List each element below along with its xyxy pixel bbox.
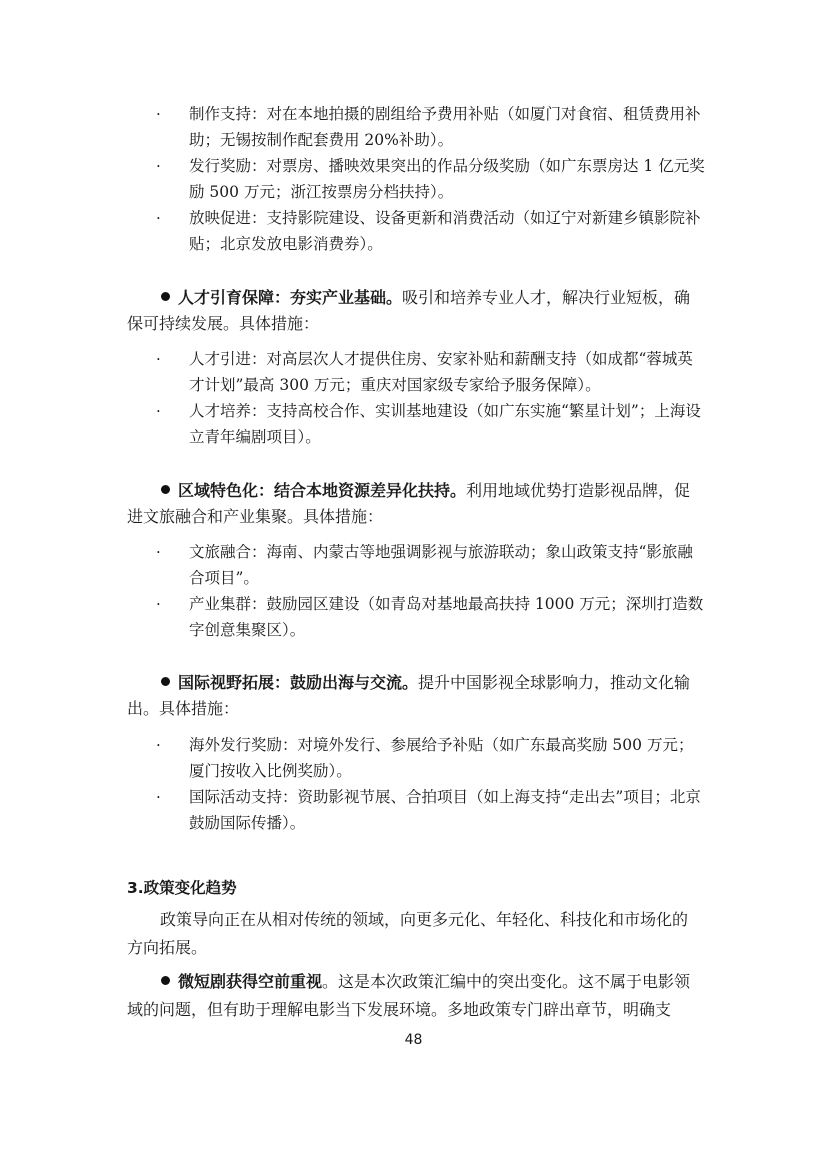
list-marker: · — [156, 736, 161, 754]
list-item-text: 人才引进：对高层次人才提供住房、安家补贴和薪酬支持（如成都“蓉城英才计划”最高 300 万元；重庆对国家级专家给予服务保障）。 — [189, 350, 693, 394]
list-item — [156, 732, 708, 784]
talent-paragraph — [127, 285, 702, 337]
list-marker: · — [156, 543, 161, 561]
micro-drama-paragraph — [127, 968, 702, 1024]
regional-heading: 区域特色化：结合本地资源差异化扶持。 — [178, 481, 467, 500]
regional-text: 利用地域优势打造影视品牌，促进文旅融合和产业集聚。具体措施： — [127, 481, 691, 526]
bullet-icon — [161, 292, 170, 301]
list-item — [156, 346, 708, 398]
list-item — [156, 398, 708, 450]
list-item-text: 海外发行奖励：对境外发行、参展给予补贴（如广东最高奖励 500 万元；厦门按收入比例奖励）。 — [189, 736, 694, 780]
bullet-icon — [161, 677, 170, 686]
list-marker: · — [156, 402, 161, 420]
international-heading: 国际视野拓展：鼓励出海与交流。 — [178, 673, 419, 692]
list-marker: · — [156, 157, 161, 175]
list-item-text: 人才培养：支持高校合作、实训基地建设（如广东实施“繁星计划”；上海设立青年编剧项目）。 — [189, 402, 701, 446]
section-intro: 政策导向正在从相对传统的领域，向更多元化、年轻化、科技化和市场化的方向拓展。 — [127, 910, 689, 957]
page-number: 48 — [404, 1032, 423, 1048]
bullet-icon — [161, 976, 170, 985]
list-marker: · — [156, 105, 161, 123]
section-heading: 3.政策变化趋势 — [127, 879, 237, 897]
regional-paragraph — [127, 478, 702, 530]
international-paragraph — [127, 670, 702, 722]
talent-text: 吸引和培养专业人才，解决行业短板，确保可持续发展。具体措施： — [127, 288, 691, 333]
list-item-text: 制作支持：对在本地拍摄的剧组给予费用补贴（如厦门对食宿、租赁费用补助；无锡按制作配套费用 20%补助）。 — [189, 105, 701, 149]
list-item-text: 发行奖励：对票房、播映效果突出的作品分级奖励（如广东票房达 1 亿元奖励 500 万元；浙江按票房分档扶持）。 — [189, 157, 705, 201]
list-marker: · — [156, 209, 161, 227]
list-marker: · — [156, 788, 161, 806]
list-item — [156, 784, 708, 836]
international-text: 提升中国影视全球影响力，推动文化输出。具体措施： — [127, 673, 691, 718]
list-item-text: 产业集群：鼓励园区建设（如青岛对基地最高扶持 1000 万元；深圳打造数字创意集聚区）。 — [189, 595, 704, 639]
list-marker: · — [156, 595, 161, 613]
micro-drama-heading: 微短剧获得空前重视 — [178, 972, 323, 991]
list-item — [156, 101, 708, 153]
list-item — [156, 591, 708, 643]
list-item — [156, 205, 708, 257]
list-item — [156, 153, 708, 205]
bullet-icon — [161, 485, 170, 494]
list-marker: · — [156, 350, 161, 368]
list-item-text: 国际活动支持：资助影视节展、合拍项目（如上海支持“走出去”项目；北京鼓励国际传播）。 — [189, 788, 701, 832]
micro-drama-text: 。这是本次政策汇编中的突出变化。这不属于电影领域的问题，但有助于理解电影当下发展环境。多地政策专门辟出章节，明确支 — [127, 972, 691, 1019]
list-item-text: 文旅融合：海南、内蒙古等地强调影视与旅游联动；象山政策支持“影旅融合项目”。 — [189, 543, 693, 587]
talent-heading: 人才引育保障：夯实产业基础。 — [178, 288, 403, 307]
list-item-text: 放映促进：支持影院建设、设备更新和消费活动（如辽宁对新建乡镇影院补贴；北京发放电影消费券）。 — [189, 209, 701, 253]
list-item — [156, 539, 708, 591]
